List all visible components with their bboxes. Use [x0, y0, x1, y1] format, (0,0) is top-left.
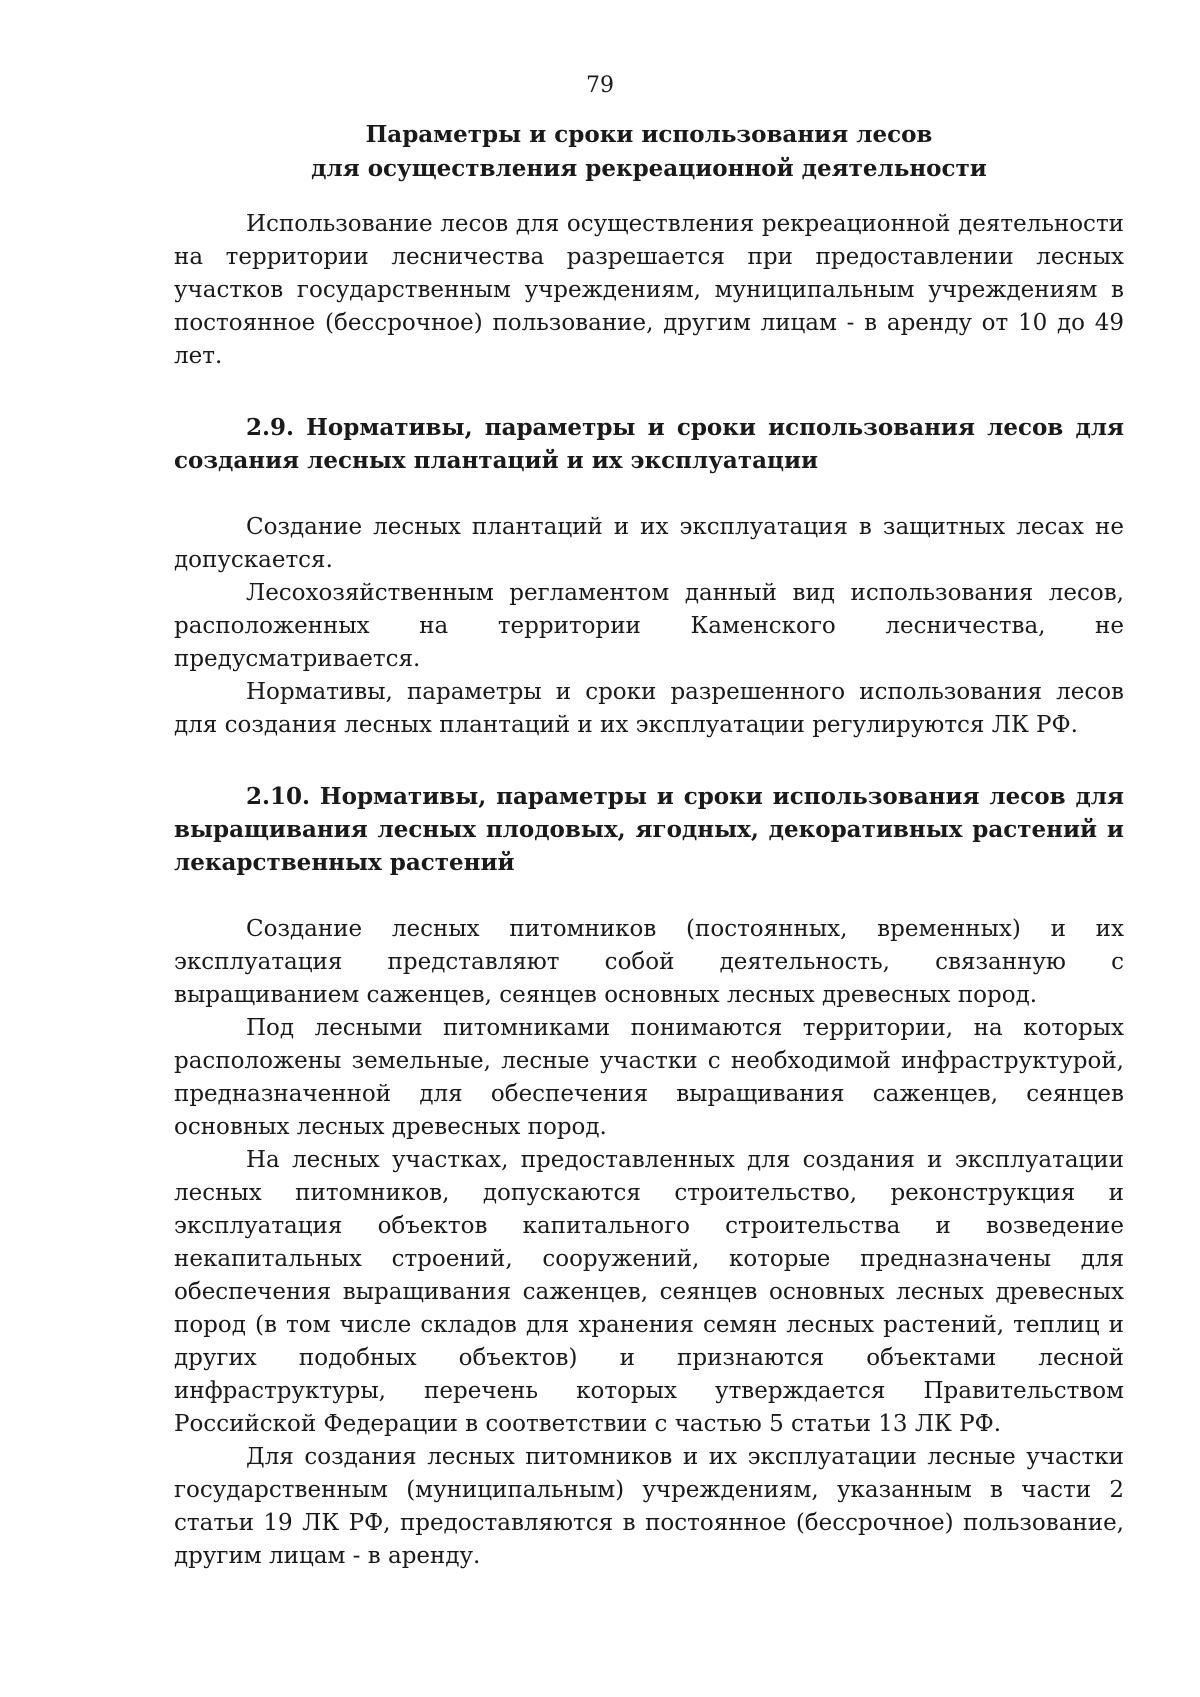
section-2-10-paragraph-4: Для создания лесных питомников и их эксплуатации лесные участки государственным (муниципальным) учреждениям, указанным в части 2 статьи 19 ЛК РФ, предоставляются в постоянное (бессрочное) пользование, другим лицам - в аренду. [174, 1444, 1124, 1569]
page-content [174, 118, 1124, 1573]
section-2-10-heading: 2.10. Нормативы, параметры и сроки использования лесов для выращивания лесных плодовых, ягодных, декоративных растений и лекарственных растений [174, 783, 1124, 876]
section-2-9-paragraph-1: Создание лесных плантаций и их эксплуатация в защитных лесах не допускается. [174, 514, 1124, 573]
section-2-9 [174, 411, 1124, 742]
intro-paragraph: Использование лесов для осуществления рекреационной деятельности на территории лесничества разрешается при предоставлении лесных участков государственным учреждениям, муниципальным учреждениям в постоянное (бессрочное) пользование, другим лицам - в аренду от 10 до 49 лет. [174, 211, 1124, 369]
section-2-10-paragraph-2: Под лесными питомниками понимаются территории, на которых расположены земельные, лесные участки с необходимой инфраструктурой, предназначенной для обеспечения выращивания саженцев, сеянцев основных лесных древесных пород. [174, 1015, 1124, 1140]
section-2-9-paragraph-3: Нормативы, параметры и сроки разрешенного использования лесов для создания лесных плантаций и их эксплуатации регулируются ЛК РФ. [174, 679, 1124, 738]
section-2-10-paragraph-1: Создание лесных питомников (постоянных, временных) и их эксплуатация представляют собой деятельность, связанную с выращиванием саженцев, сеянцев основных лесных древесных пород. [174, 916, 1124, 1008]
section-2-10 [174, 780, 1124, 1573]
intro-section [174, 118, 1124, 373]
intro-title-line-2: для осуществления рекреационной деятельности [311, 155, 987, 182]
intro-title-line-1: Параметры и сроки использования лесов [365, 121, 933, 148]
section-2-9-heading: 2.9. Нормативы, параметры и сроки использования лесов для создания лесных плантаций и их эксплуатации [174, 414, 1124, 474]
section-2-10-paragraph-3: На лесных участках, предоставленных для создания и эксплуатации лесных питомников, допускаются строительство, реконструкция и эксплуатация объектов капитального строительства и возведение некапитальных строений, сооружений, которые предназначены для обеспечения выращивания саженцев, сеянцев основных лесных древесных пород (в том числе складов для хранения семян лесных растений, теплиц и других подобных объектов) и признаются объектами лесной инфраструктуры, перечень которых утверждается Правительством Российской Федерации в соответствии с частью 5 статьи 13 ЛК РФ. [174, 1147, 1124, 1437]
section-2-9-paragraph-2: Лесохозяйственным регламентом данный вид использования лесов, расположенных на территории Каменского лесничества, не предусматривается. [174, 580, 1124, 672]
page-number: 79 [586, 73, 614, 98]
